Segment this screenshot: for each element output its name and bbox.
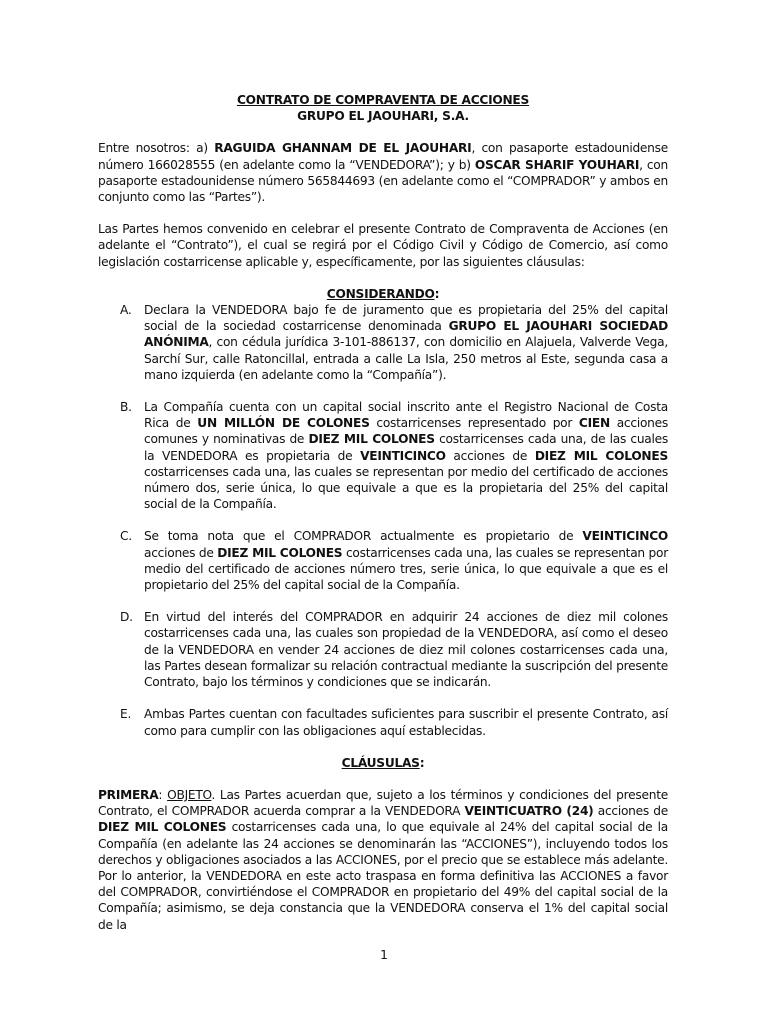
list-letter: C. — [120, 529, 132, 544]
company-name: GRUPO EL JAOUHARI SOCIEDAD ANÓNIMA — [144, 319, 669, 350]
item-b-bold-2: CIEN — [578, 416, 610, 431]
clause-label: PRIMERA — [98, 787, 159, 802]
list-item-a — [98, 302, 668, 383]
intro-paragraph — [98, 140, 668, 205]
list-item-d — [98, 609, 668, 690]
list-item-b — [98, 399, 668, 512]
title-line-2: GRUPO EL JAOUHARI, S.A. — [297, 109, 469, 124]
item-b-bold-4: VEINTICINCO — [360, 448, 446, 463]
item-c-bold-1: VEINTICINCO — [582, 529, 668, 544]
item-b-bold-1: UN MILLÓN DE COLONES — [197, 416, 370, 431]
primera-text-1: . Las Partes acuerdan que, sujeto a los términos y condiciones del presente Contrato, el COMPRADOR acuerda comprar a la VENDEDORA — [98, 787, 668, 819]
document-title — [98, 92, 668, 124]
list-letter: D. — [120, 610, 133, 625]
item-b-bold-3: DIEZ MIL COLONES — [308, 432, 435, 447]
item-c-text-1: Se toma nota que el COMPRADOR actualmente es propietario de — [144, 529, 583, 544]
clause-label-colon: : — [158, 787, 168, 802]
item-b-text-6: costarricenses cada una, las cuales se representan por medio del certificado de acciones número dos, serie única, lo que equivale a que es la propietaria del 25% del capital social de la Compañía. — [144, 464, 668, 512]
intro-text-1: Entre nosotros: a) — [98, 141, 215, 156]
clause-subject: OBJETO — [167, 787, 212, 802]
list-letter: E. — [120, 707, 132, 722]
item-c-text-2: acciones de — [144, 545, 218, 560]
clausulas-heading-text: CLÁUSULAS — [341, 755, 420, 770]
item-a-text-1: Declara la VENDEDORA bajo fe de juramento que es propietaria del 25% del capital social de la sociedad costarricense denominada — [144, 303, 668, 334]
clausulas-heading-colon: : — [419, 755, 425, 770]
list-item-c — [98, 528, 668, 593]
primera-text-3: costarricenses cada una, lo que equivale al 24% del capital social de la Compañía (en adelante las 24 acciones se denominarán las “ACCIONES”), incluyendo todos los derechos y obligaciones asociados a las ACCIONES, por el precio que se establece más adelante. Por lo anterior, la VENDEDORA en este acto traspasa en forma definitiva las ACCIONES a favor del COMPRADOR, convirtiéndose el COMPRADOR en propietario del 49% del capital social de la Compañía; asimismo, se deja constancia que la VENDEDORA conserva el 1% del capital social de la — [98, 820, 668, 932]
list-letter: B. — [120, 400, 132, 415]
considerando-heading-colon: : — [434, 286, 440, 301]
seller-name: RAGUIDA GHANNAM DE EL JAOUHARI — [214, 141, 472, 156]
buyer-name: OSCAR SHARIF YOUHARI — [474, 157, 640, 172]
considerando-heading — [98, 286, 668, 302]
title-line-1: CONTRATO DE COMPRAVENTA DE ACCIONES — [236, 93, 530, 107]
agreement-paragraph: Las Partes hemos convenido en celebrar el presente Contrato de Compraventa de Acciones (en adelante el “Contrato”), el cual se regirá por el Código Civil y Código de Comercio, así como legislación costarricense aplicable y, específicamente, por las siguientes cláusulas: — [98, 222, 668, 269]
item-c-bold-2: DIEZ MIL COLONES — [217, 545, 343, 560]
item-c-text-3: costarricenses cada una, las cuales se representan por medio del certificado de acciones número tres, serie única, lo que equivale a que es el propietario del 25% del capital social de la Compañía. — [144, 545, 668, 593]
primera-bold-1: VEINTICUATRO (24) — [464, 804, 594, 819]
item-a-text-2: , con cédula jurídica 3-101-886137, con domicilio en Alajuela, Valverde Vega, Sarchí Sur, calle Ratoncillal, entrada a calle La Isla, 250 metros al Este, segunda casa a mano izquierda (en adelante como la “Compañía”). — [144, 335, 668, 382]
item-b-text-1: La Compañía cuenta con un capital social inscrito ante el Registro Nacional de Costa Rica de — [144, 400, 668, 431]
clausulas-heading — [98, 755, 668, 771]
intro-text-3: , con pasaporte estadounidense número 565844693 (en adelante como el “COMPRADOR” y ambos en conjunto como las “Partes”). — [98, 157, 668, 205]
list-letter: A. — [120, 303, 132, 318]
clause-primera — [98, 787, 668, 933]
considerando-list — [98, 302, 668, 739]
item-b-bold-5: DIEZ MIL COLONES — [534, 448, 668, 463]
item-b-text-5: acciones de — [445, 448, 535, 463]
document-body — [98, 92, 668, 933]
considerando-heading-text: CONSIDERANDO — [326, 286, 435, 301]
item-b-text-2: costarricenses representado por — [369, 416, 579, 431]
page-number: 1 — [380, 948, 388, 962]
item-b-text-3: acciones comunes y nominativas de — [144, 416, 668, 447]
primera-bold-2: DIEZ MIL COLONES — [98, 820, 227, 835]
item-e-text: Ambas Partes cuentan con facultades suficientes para suscribir el presente Contrato, así como para cumplir con las obligaciones aquí establecidas. — [144, 707, 668, 738]
intro-text-2: , con pasaporte estadounidense número 166028555 (en adelante como la “VENDEDORA”); y b) — [98, 141, 669, 172]
item-d-text: En virtud del interés del COMPRADOR en adquirir 24 acciones de diez mil colones costarricenses cada una, las cuales son propiedad de la VENDEDORA, así como el deseo de la VENDEDORA en vender 24 acciones de diez mil colones costarricenses cada una, las Partes desean formalizar su relación contractual mediante la suscripción del presente Contrato, bajo los términos y condiciones que se indicarán. — [144, 610, 668, 690]
item-b-text-4: costarricenses cada una, de las cuales la VENDEDORA es propietaria de — [144, 432, 668, 463]
list-item-e — [98, 706, 668, 738]
primera-text-2: acciones de — [593, 804, 668, 819]
